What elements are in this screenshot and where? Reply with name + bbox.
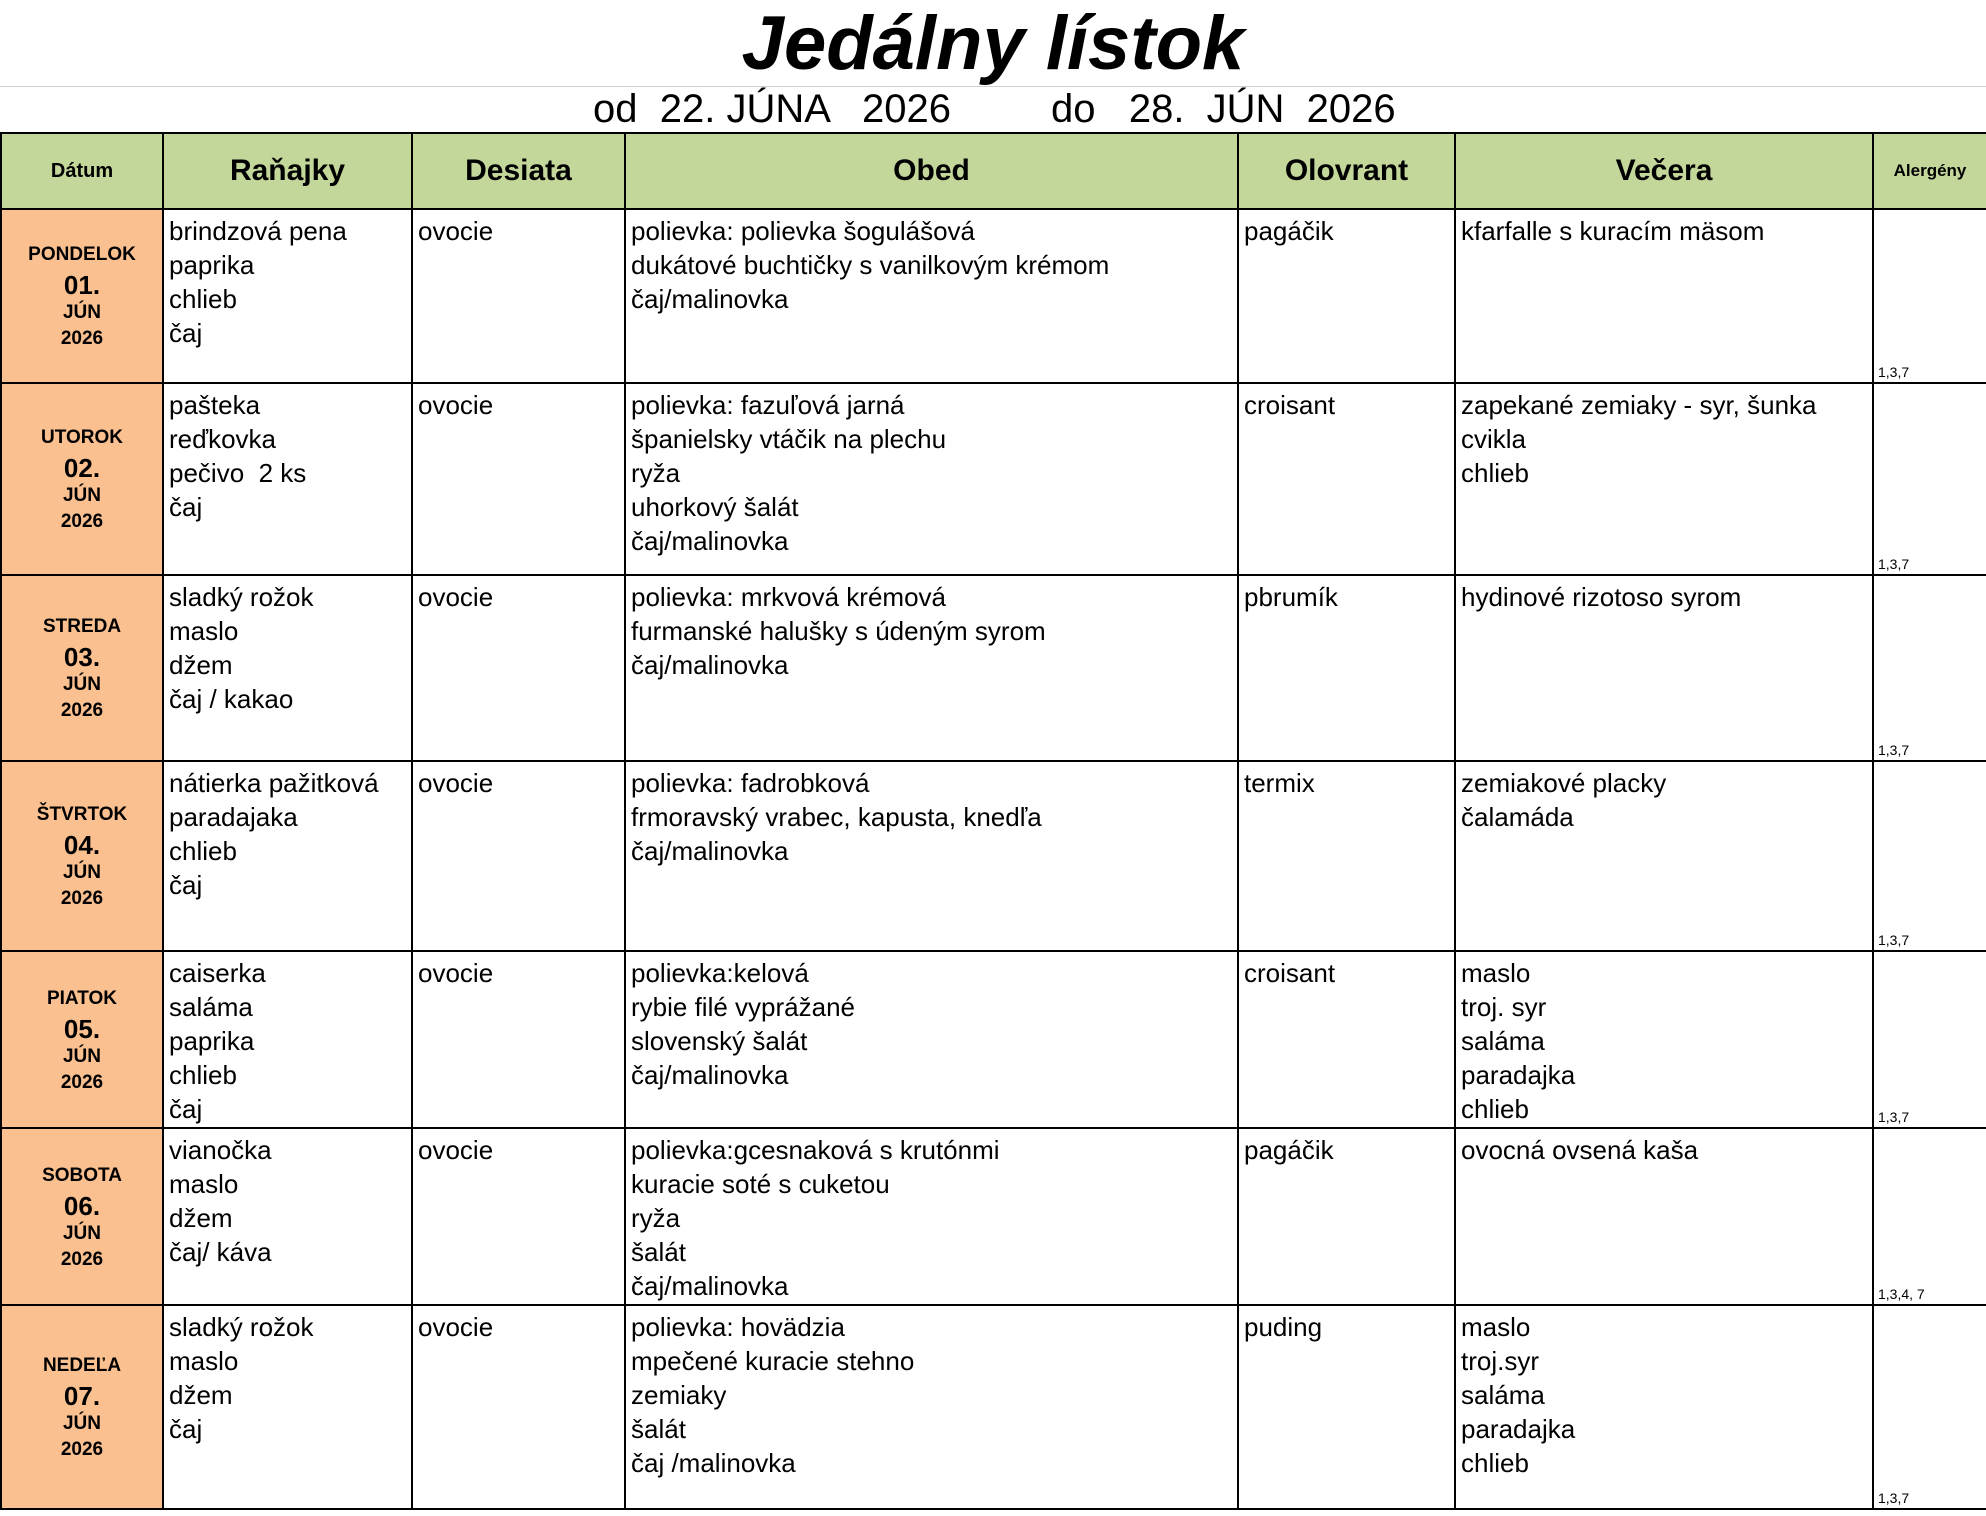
month-label: JÚN <box>62 485 101 506</box>
day-name: SOBOTA <box>42 1164 122 1186</box>
afternoon-snack-cell <box>1238 951 1455 1128</box>
snack-cell <box>412 951 625 1128</box>
menu-item: troj.syr <box>1461 1346 1539 1376</box>
menu-item: čaj <box>169 870 203 900</box>
date-from: od 22. JÚNA 2026 <box>593 87 952 131</box>
menu-item: polievka: polievka šogulášová <box>631 216 975 246</box>
menu-item: ovocie <box>418 582 494 612</box>
dinner-cell <box>1455 209 1873 383</box>
day-number: 01. <box>63 270 101 300</box>
allergens-cell: 1,3,7 <box>1873 951 1986 1128</box>
allergens-cell: 1,3,7 <box>1873 575 1986 761</box>
menu-item: ovocie <box>418 1312 494 1342</box>
menu-item: rybie filé vyprážané <box>631 992 855 1022</box>
menu-item: ovocie <box>418 1135 494 1165</box>
table-row <box>1 1128 1986 1305</box>
menu-item: čaj/malinovka <box>631 526 789 556</box>
dinner-cell <box>1455 383 1873 575</box>
dinner-cell <box>1455 575 1873 761</box>
dinner-cell <box>1455 761 1873 951</box>
menu-item: paradajka <box>1461 1060 1576 1090</box>
date-range <box>0 86 1986 132</box>
menu-item: čaj/malinovka <box>631 650 789 680</box>
menu-item: saláma <box>1461 1026 1545 1056</box>
header-row <box>1 133 1986 209</box>
menu-item: termix <box>1244 768 1315 798</box>
breakfast-cell <box>163 575 412 761</box>
menu-item: džem <box>169 1380 233 1410</box>
year-label: 2026 <box>60 888 104 909</box>
lunch-cell <box>625 761 1238 951</box>
breakfast-cell <box>163 1305 412 1509</box>
year-label: 2026 <box>60 511 104 532</box>
menu-item: čaj/malinovka <box>631 284 789 314</box>
menu-item: čaj <box>169 492 203 522</box>
menu-item: čaj /malinovka <box>631 1448 796 1478</box>
menu-item: šalát <box>631 1237 686 1267</box>
menu-item: paprika <box>169 250 255 280</box>
menu-item: maslo <box>1461 1312 1531 1342</box>
day-number: 04. <box>63 830 101 860</box>
lunch-cell <box>625 951 1238 1128</box>
date-to: do 28. JÚN 2026 <box>1051 87 1396 131</box>
table-row <box>1 1305 1986 1509</box>
menu-item: chlieb <box>169 284 237 314</box>
dinner-cell <box>1455 1128 1873 1305</box>
menu-item: španielsky vtáčik na plechu <box>631 424 947 454</box>
day-name: STREDA <box>42 616 122 637</box>
menu-item: pagáčik <box>1244 1135 1334 1165</box>
snack-cell <box>412 575 625 761</box>
year-label: 2026 <box>60 328 104 349</box>
menu-body <box>1 209 1986 1509</box>
menu-item: chlieb <box>1461 1094 1529 1124</box>
menu-item: kfarfalle s kuracím mäsom <box>1461 216 1765 246</box>
day-cell <box>1 1128 163 1305</box>
day-number: 07. <box>63 1381 101 1411</box>
allergens-cell: 1,3,7 <box>1873 383 1986 575</box>
header-breakfast: Raňajky <box>163 133 412 209</box>
menu-item: polievka:gcesnaková s krutónmi <box>631 1135 1000 1165</box>
dinner-cell <box>1455 951 1873 1128</box>
snack-cell <box>412 1305 625 1509</box>
header-lunch: Obed <box>625 133 1238 209</box>
day-name: NEDEĽA <box>42 1355 122 1376</box>
lunch-cell <box>625 575 1238 761</box>
menu-item: puding <box>1244 1312 1323 1342</box>
menu-item: maslo <box>169 1346 239 1376</box>
breakfast-cell <box>163 951 412 1128</box>
header-allergens: Alergény <box>1873 133 1986 209</box>
menu-item: ryža <box>631 458 681 488</box>
menu-item: pbrumík <box>1244 582 1338 612</box>
allergens-cell: 1,3,4, 7 <box>1873 1128 1986 1305</box>
menu-item: slovenský šalát <box>631 1026 808 1056</box>
menu-item: zemiakové placky <box>1461 768 1667 798</box>
menu-item: chlieb <box>169 1060 237 1090</box>
menu-item: čalamáda <box>1461 802 1574 832</box>
menu-item: chlieb <box>1461 1448 1529 1478</box>
afternoon-snack-cell <box>1238 1128 1455 1305</box>
table-row <box>1 761 1986 951</box>
breakfast-cell <box>163 761 412 951</box>
menu-table <box>0 132 1986 1510</box>
menu-item: hydinové rizotoso syrom <box>1461 582 1742 612</box>
menu-item: polievka: fazuľová jarná <box>631 390 905 420</box>
menu-item: polievka: hovädzia <box>631 1312 845 1342</box>
breakfast-cell <box>163 1128 412 1305</box>
day-number: 03. <box>63 642 101 672</box>
lunch-cell <box>625 209 1238 383</box>
afternoon-snack-cell <box>1238 761 1455 951</box>
lunch-cell <box>625 1305 1238 1509</box>
menu-item: maslo <box>169 1169 239 1199</box>
menu-item: maslo <box>169 616 239 646</box>
snack-cell <box>412 383 625 575</box>
menu-item: chlieb <box>1461 458 1529 488</box>
breakfast-cell <box>163 383 412 575</box>
afternoon-snack-cell <box>1238 1305 1455 1509</box>
lunch-cell <box>625 1128 1238 1305</box>
header-afternoon-snack: Olovrant <box>1238 133 1455 209</box>
lunch-cell <box>625 383 1238 575</box>
menu-item: čaj <box>169 318 203 348</box>
menu-item: paprika <box>169 1026 255 1056</box>
table-row <box>1 209 1986 383</box>
menu-item: frmoravský vrabec, kapusta, knedľa <box>631 802 1042 832</box>
menu-item: čaj/malinovka <box>631 1271 789 1301</box>
header-dinner: Večera <box>1455 133 1873 209</box>
menu-item: sladký rožok <box>169 1312 314 1342</box>
afternoon-snack-cell <box>1238 209 1455 383</box>
table-row <box>1 575 1986 761</box>
snack-cell <box>412 761 625 951</box>
menu-item: sladký rožok <box>169 582 314 612</box>
day-cell <box>1 383 163 575</box>
year-label: 2026 <box>60 1439 104 1460</box>
snack-cell <box>412 209 625 383</box>
menu-item: cvikla <box>1461 424 1527 454</box>
day-cell <box>1 761 163 951</box>
menu-item: paradajka <box>1461 1414 1576 1444</box>
breakfast-cell <box>163 209 412 383</box>
day-name: UTOROK <box>41 427 123 448</box>
menu-item: čaj/malinovka <box>631 1060 789 1090</box>
menu-item: caiserka <box>169 958 266 988</box>
menu-item: brindzová pena <box>169 216 347 246</box>
table-row <box>1 383 1986 575</box>
menu-item: pagáčik <box>1244 216 1334 246</box>
menu-item: croisant <box>1244 958 1336 988</box>
menu-item: saláma <box>1461 1380 1545 1410</box>
month-label: JÚN <box>62 1222 101 1244</box>
month-label: JÚN <box>62 1413 101 1434</box>
day-number: 06. <box>63 1190 101 1221</box>
menu-item: čaj/ káva <box>169 1237 272 1267</box>
menu-item: nátierka pažitková <box>169 768 379 798</box>
menu-item: čaj <box>169 1414 203 1444</box>
menu-item: furmanské halušky s údeným syrom <box>631 616 1046 646</box>
menu-item: polievka: mrkvová krémová <box>631 582 946 612</box>
header-snack: Desiata <box>412 133 625 209</box>
day-cell <box>1 209 163 383</box>
menu-item: polievka:kelová <box>631 958 809 988</box>
year-label: 2026 <box>60 700 104 721</box>
menu-item: uhorkový šalát <box>631 492 799 522</box>
allergens-cell: 1,3,7 <box>1873 1305 1986 1509</box>
allergens-cell: 1,3,7 <box>1873 761 1986 951</box>
day-name: PONDELOK <box>28 244 136 265</box>
menu-item: mpečené kuracie stehno <box>631 1346 915 1376</box>
menu-item: vianočka <box>169 1135 272 1165</box>
day-number: 05. <box>63 1013 101 1044</box>
menu-item: ovocie <box>418 216 494 246</box>
menu-item: zapekané zemiaky - syr, šunka <box>1461 390 1817 420</box>
menu-item: saláma <box>169 992 253 1022</box>
menu-item: zemiaky <box>631 1380 727 1410</box>
snack-cell <box>412 1128 625 1305</box>
afternoon-snack-cell <box>1238 383 1455 575</box>
menu-item: pečivo 2 ks <box>169 458 307 488</box>
month-label: JÚN <box>62 862 101 883</box>
menu-item: ovocie <box>418 768 494 798</box>
table-row <box>1 951 1986 1128</box>
menu-item: ovocie <box>418 390 494 420</box>
menu-item: paradajaka <box>169 802 298 832</box>
menu-item: džem <box>169 650 233 680</box>
day-cell <box>1 575 163 761</box>
menu-item: troj. syr <box>1461 992 1547 1022</box>
menu-item: ovocie <box>418 958 494 988</box>
afternoon-snack-cell <box>1238 575 1455 761</box>
menu-item: ryža <box>631 1203 681 1233</box>
month-label: JÚN <box>62 302 101 323</box>
menu-item: chlieb <box>169 836 237 866</box>
menu-item: polievka: fadrobková <box>631 768 870 798</box>
menu-item: čaj / kakao <box>169 684 294 714</box>
menu-item: ovocná ovsená kaša <box>1461 1135 1699 1165</box>
menu-item: džem <box>169 1203 233 1233</box>
menu-item: pašteka <box>169 390 261 420</box>
day-name: ŠTVRTOK <box>36 804 128 825</box>
month-label: JÚN <box>62 674 101 695</box>
page-title: Jedálny lístok <box>0 0 1986 87</box>
month-label: JÚN <box>62 1045 101 1067</box>
day-name: PIATOK <box>46 987 118 1009</box>
year-label: 2026 <box>60 1071 104 1093</box>
year-label: 2026 <box>60 1248 104 1270</box>
menu-item: čaj/malinovka <box>631 836 789 866</box>
dinner-cell <box>1455 1305 1873 1509</box>
header-date: Dátum <box>1 133 163 209</box>
menu-item: maslo <box>1461 958 1531 988</box>
menu-item: dukátové buchtičky s vanilkovým krémom <box>631 250 1110 280</box>
day-cell <box>1 951 163 1128</box>
menu-item: croisant <box>1244 390 1336 420</box>
menu-item: šalát <box>631 1414 686 1444</box>
menu-item: čaj <box>169 1094 203 1124</box>
menu-item: reďkovka <box>169 424 277 454</box>
menu-item: kuracie soté s cuketou <box>631 1169 890 1199</box>
day-cell <box>1 1305 163 1509</box>
day-number: 02. <box>63 453 101 483</box>
allergens-cell: 1,3,7 <box>1873 209 1986 383</box>
